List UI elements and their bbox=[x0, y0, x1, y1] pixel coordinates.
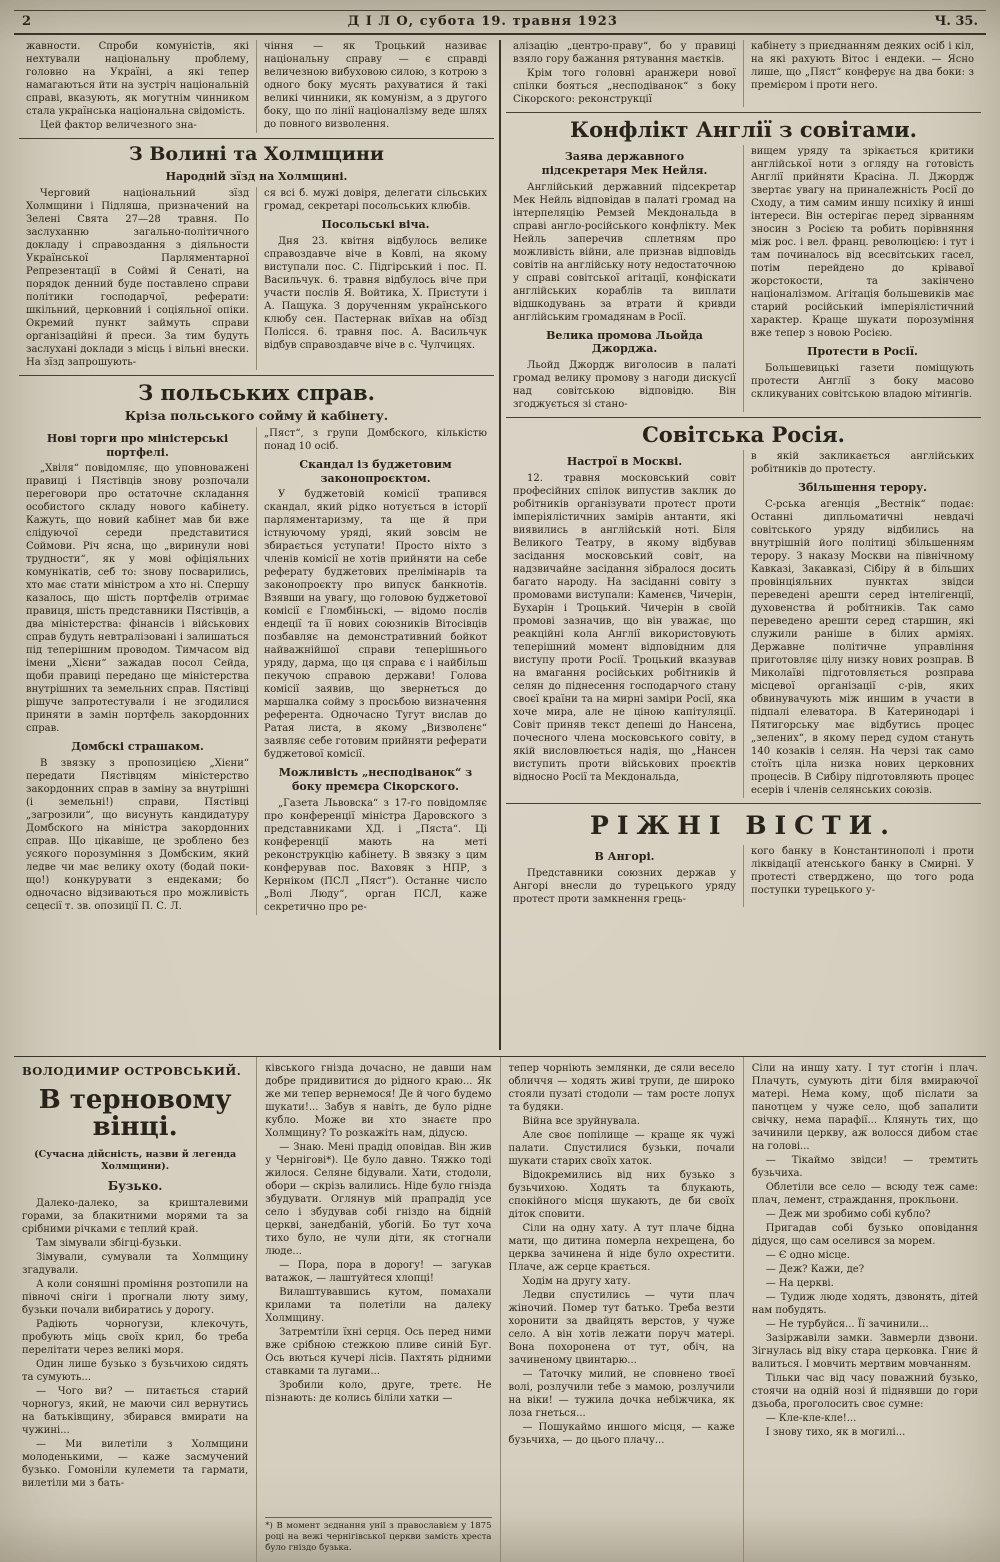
article-paragraph: Черговий національний зїзд Холмщини і Підляша, призначений на Зелені Свята 27—28 травня. По заслуханню загально-політичного докладу і справоздання з діяльности Української Парляментарної Репрезентації в Соймі й Сенаті, на порядок денний буде поставлено справи політики господарчої, реферати: шкільний, церковний і соціяльної опіки. Окремий пункт займуть справи організаційні й преси. За тим будуть заслухані доклади з місць і вільні внески. На зїзд запрошують- bbox=[26, 187, 249, 368]
article-paragraph: С-рська агенція „Вестнік“ подає: Останні дипльоматичні невдачі совітського уряду відбились на внутрішній його політиці збільшенням терору. З наказу Москви на північному Кавказі, Закавказі, Сібіру й в більших провінціяльних пунктах звідси переведені арешти серед інтелігенції, духовенства й робітників. Так само переведено арешти серед старшин, які служили раніше в білих арміях. Державне політичне управління приготовляє цілу низку нових розправ. В Миколаїві підготовляється розправа місцевої організації с-рів, яких обвинувачують між иншим в участи в підпалі елеватора. В Катеринодарі і Пятигорську має відбутись процес „зелених“, в якому перед судом стануть 140 козаків і селян. На черзі так само стоїть ціла низка нових церковних процесів. В Сибіру підготовляють процес есерів і членів селянських союзів. bbox=[751, 498, 974, 796]
story-paragraph: Далеко-далеко, за кришталевими горами, за блакитними морями та за срібними річками є теплий край. bbox=[22, 1198, 249, 1236]
story-paragraph: — Пора, пора в дорогу! — загукав ватажок, — лаштуйтеся хлопці! bbox=[265, 1260, 492, 1284]
story-paragraph: Затремтіли їхні серця. Ось перед ними вже срібною стежкою пливе синій Буг. Ось вються кучері лісів. Пахтять рідними ставками та лугами... bbox=[265, 1327, 492, 1377]
section-title: Конфлікт Англії з совітами. bbox=[570, 117, 917, 142]
section-volyn-kholm bbox=[19, 138, 494, 370]
section-columns bbox=[19, 187, 494, 370]
story-paragraph: ківського гнізда дочасно, не давши нам добре придивитися до рідного краю... Як же ми тепер вернемося! Де й чого будемо шукати!... Забув я навіть, де було рідне кубло. Може ви хто знаєте про Холмщину? То розкажіть нам, дідусю. bbox=[265, 1063, 492, 1139]
column-3 bbox=[506, 145, 743, 412]
section-soviet-russia bbox=[506, 417, 981, 798]
column-1 bbox=[19, 187, 256, 370]
feuilleton-subtitle: (Сучасна дійсність, назви й легенда Холмщини). bbox=[34, 1148, 237, 1172]
story-paragraph: — Деж? Кажи, де? bbox=[765, 1264, 865, 1275]
feuilleton-chapter: Бузько. bbox=[107, 1179, 163, 1194]
page-header bbox=[14, 10, 986, 33]
story-paragraph: Ледви спустились — чути плач жіночий. Помер тут батько. Треба везти хоронити за двайцять верстов, у чуже село. А він хотів лежати поруч матері. Вона похоронена от тут, обіч, на зачиненому цвинтарю... bbox=[508, 1290, 735, 1366]
article-paragraph: алізацію „центро-праву“, бо у правиці взяло гору бажання рятування маєтків. bbox=[513, 41, 736, 65]
section-subhead: В Ангорі. bbox=[594, 849, 655, 863]
feuilleton-column-1 bbox=[14, 1057, 256, 1562]
story-paragraph: Зазіржавіли замки. Завмерли дзвони. Зігнулась від віку стара церковка. Гниє й валиться. І мовчить мертвим мовчанням. bbox=[751, 1333, 978, 1370]
article-paragraph: Цей фактор величезного зна- bbox=[40, 120, 197, 131]
story-paragraph: — Таточку милий, не сповнено твоєї волі, розлучили тебе з мамою, розлучили на віки! — тужила дочка небіжчика, як лоза гнеться... bbox=[508, 1369, 735, 1419]
story-paragraph: Там зімували збігці-бузьки. bbox=[36, 1238, 182, 1250]
section-misc-news bbox=[506, 803, 981, 907]
story-paragraph: — Ми вилетіли з Холмщини молоденькими, — каже засмучений бузько. Гомоніли кулемети та гармати, вилетіли ми з бать- bbox=[22, 1439, 249, 1490]
story-paragraph: А коли соняшні проміння розтопили на півночі сніги і прогнали люту зиму, бузьки почали вибиратись у дорогу. bbox=[22, 1279, 249, 1317]
column-3 bbox=[506, 450, 743, 798]
story-paragraph: — Знаю. Мені прадід оповідав. Він жив у Чернігові*). Це було давно. Тяжко тоді жилося. Селяне бідували. Хати, стодоли, обори — скрізь валились. Ніде було гнізда збудувати. Оглянув мій прапрадід усе село і збудував собі гніздо на бідній церкві, занедбаній, убогій. Бо тут хоча тихо було, не чули діти, як стогнали люде... bbox=[265, 1142, 492, 1257]
column-2 bbox=[256, 40, 494, 133]
section-subhead: Велика промова Льойда Джорджа. bbox=[546, 328, 703, 356]
article-paragraph: кого банку в Константинополі і проти ліквідації атенського банку в Смирні. У протесті стверджено, що того рода поступки турецького у- bbox=[751, 845, 974, 896]
story-paragraph: Але своє попілище — краще як чужі палати. Спустилися бузьки, почали шукати старих своїх хаток. bbox=[508, 1130, 735, 1167]
story-paragraph: Радіють чорногузи, клекочуть, пробують міць своїх крил, бо треба перелітати через великі моря. bbox=[22, 1319, 249, 1357]
story-paragraph: — Пошукаймо иншого місця, — каже бузьчиха, — до цього плачу... bbox=[508, 1422, 735, 1446]
story-paragraph: Зімували, сумували та Холмщину згадували. bbox=[22, 1252, 249, 1277]
section-title: РІЖНІ ВІСТИ. bbox=[590, 810, 897, 840]
article-paragraph: в якій закликається англійських робітників до протесту. bbox=[751, 451, 974, 475]
story-paragraph: — Тікаймо звідси! — тремтить бузьчиха. bbox=[751, 1155, 978, 1179]
story-paragraph: — Кле-кле-кле!... bbox=[765, 1413, 857, 1424]
section-subhead: Протести в Росії. bbox=[807, 345, 918, 358]
column-1 bbox=[19, 427, 256, 915]
feuilleton-footnote: *) В момент зєднання унії з православієм у 1875 році на вежі чернігівської церкви замість хреста було гніздо бузька. bbox=[265, 1517, 491, 1554]
column-3 bbox=[506, 40, 743, 107]
header-rule bbox=[14, 33, 986, 35]
article-paragraph: вищем уряду та зрікається критики англійської ноти з огляду на готовість Англії прийняти Красіна. Л. Джордж звертає увагу на приналежність Росії до Сходу, а тим самим иншу психіку й инші інтереси. Він остерігає перед зірванням зносин з Росією та робить порівняння між рос. і вел. франц. революцією: і тут і там починалось від всесвітських гасел, потім перейдено до крівавої жорстокости, та закінчено націоналізмом. Агітація большевиків має старий російський імперіялістичний характер. Краще шукати порозуміння вже тепер з новою Росією. bbox=[751, 146, 974, 339]
article-paragraph: Представники союзних держав у Ангорі внесли до турецького уряду протест проти замкнення грець- bbox=[513, 867, 736, 905]
section-title: З Волині та Холмщини bbox=[129, 143, 384, 165]
story-paragraph: — Деж ми зробимо собі кубло? bbox=[765, 1209, 931, 1220]
section-subhead: Народній зїзд на Холмщині. bbox=[165, 170, 348, 183]
article-paragraph: ся всі б. мужі довіря, делегати сільських громад, секретарі посольських клюбів. bbox=[264, 187, 487, 212]
article-paragraph: Англійський державний підсекретар Мек Нейль відповідав в палаті громад на інтерпеляцію Ремзей Мекдональда в справі англо-російського конфлікту. Мек Нейль заперечив сплетням про можливість війни, але признав відповідь совітів на англійську ноту недостаточною у справі совітської агітації, конфіскати англійських кораблів та виплати відшкодувань за втрати й кривди англійським громадянам в Росії. bbox=[513, 181, 736, 323]
masthead-title: Д І Л О, субота 19. травня 1923 bbox=[347, 14, 618, 29]
article-paragraph: „Газета Львовска“ з 17-го повідомляє про конференції міністра Даровского з представниками ХД. і „Пяста“. Ці конференції мають на меті реконструкцію кабінету. В звязку з цим конферував пос. Ваховяк з НПР, з Керніком (ПСЛ „Пяст“). Останнє число „Волі Люду“, орган ПСЛ, каже секретично про ре- bbox=[264, 797, 487, 913]
section-columns bbox=[506, 145, 981, 412]
feuilleton-author: ВОЛОДИМИР ОСТРОВСЬКИЙ. bbox=[22, 1064, 242, 1078]
column-4 bbox=[743, 845, 981, 907]
column-4 bbox=[743, 145, 981, 412]
article-paragraph: У буджетовій комісії трапився скандал, який рідко нотується в історії парляментаризму, та ще й при істнуючому уряді, який зовсім не збирається уступати! Просто ніхто з членів комісії не хотів прийняти на себе реферату буджетових прелімінарів та законопроєкту про випуск банкнотів. Взявши на увагу, що головою буджетової комісії є Гломбіньскі, — відомо послів ендеції та її нових союзників Вітосівців позбавляє на демонстративний бойкот найважнійшої справи теперішнього уряду, дарма, що ця справа є і найбільш пекучою справою держави! Голова комісії заявив, що звернеться до маршалка сойму з просьбою визначення референта. Одночасно Тугут вислав до Ратая листа, в якому „Визволєнє“ заявляє себе готовим прийняти реферати буджетової комісії. bbox=[264, 489, 487, 761]
story-paragraph: Зробили коло, друге, третє. Не пізнають: де колись біліли хатки — bbox=[265, 1380, 492, 1404]
section-subhead: Можливість „несподіванок“ з боку премєра Сікорского. bbox=[278, 766, 473, 793]
article-paragraph: Льойд Джордж виголосив в палаті громад велику промову з нагоди дискусії над совітською відповідю. Він згоджується зі стано- bbox=[513, 360, 736, 410]
article-paragraph: „Пяст“, з групи Домбского, кількістю понад 10 осіб. bbox=[264, 427, 487, 452]
story-paragraph: — На церкві. bbox=[765, 1278, 834, 1289]
story-paragraph: — Тудиж люде ходять, дзвонять, дітей нам побудять. bbox=[751, 1292, 978, 1316]
column-3 bbox=[506, 845, 743, 907]
issue-number: Ч. 35. bbox=[934, 14, 978, 29]
page-body bbox=[14, 40, 986, 1050]
section-polish-affairs bbox=[19, 375, 494, 915]
section-subhead: Скандал із буджетовим законопроєктом. bbox=[299, 457, 452, 485]
story-paragraph: Сіли на одну хату. А тут плаче бідна мати, що дитина померла нехрещена, бо церква зачинена й ніде було охрестити. Плаче, аж серце крається. bbox=[508, 1223, 735, 1273]
section-subhead: Домбскі страшаком. bbox=[71, 740, 204, 754]
story-paragraph: Відокремились від них бузько з бузьчихою. Ходять та блукають, спокійного місця шукають, де би своїх діток сповити. bbox=[508, 1170, 735, 1220]
section-title: З польських справ. bbox=[138, 379, 375, 405]
story-paragraph: Війна все зруйнувала. bbox=[522, 1116, 640, 1127]
page-number: 2 bbox=[22, 14, 32, 29]
section-subhead: Посольські віча. bbox=[321, 217, 430, 231]
article-paragraph: „Хвіля“ повідомляє, що уповноважені правиці і Пястівців знову розпочали переговори про остаточне складання особистого складу нового кабінету. Кажуть, що новий кабінет мав би вже слідуючої середи представитися Соймови. Річ ясна, що „виринули нові трудности“, як у мові офіціяльних комунікатів, себ то: знову посварились, хто має стати міністром а хто ні. Спершу казалось, що шість портфелів отримає правиця, шість представники Пястівців, а два міністерства: фінансів і військових справ будуть невтралізовані і залишаться під теперішним проводом. Тимчасом від імени „Хієни“ зажадав посол Сейда, щоби правиці передано ще міністерства внутрішних та земельних справ. Пястівці рішуче запротестували і не згодилися приняти в замін портфель закордонних справ. bbox=[26, 463, 249, 735]
column-2 bbox=[256, 427, 494, 915]
story-paragraph: Сіли на иншу хату. І тут стогін і плач. Плачуть, сумують діти біля вмираючої матері. Нема кому, щоб післати за панотцем у чуже село, щоб запалити свічку, нема парафії... Клянуть тих, що зачинили церкву, аж волосся дибом стає на голові... bbox=[751, 1063, 978, 1152]
article-paragraph: чіння — як Троцький називає національну справу — є справді величезною вибуховою силою, з котрою з одного боку мусять рахуватися й такі великі чинники, як комунізм, а з другого боку, що по лінії націоналізму веде шлях до повного визволення. bbox=[264, 41, 487, 130]
story-paragraph: — Чого ви? — питається старий чорногуз, який, не маючи сил вернутись на батьківщину, збирався вмирати на чужині... bbox=[22, 1386, 249, 1437]
section-title: Совітська Росія. bbox=[642, 422, 845, 447]
left-half bbox=[14, 40, 499, 1050]
story-paragraph: тепер чорніють землянки, де сяли весело обличчя — ходять живі трупи, де широко стояли пузаті стодоли — там росте лопух та будяки. bbox=[508, 1063, 735, 1113]
column-4 bbox=[743, 450, 981, 798]
feuilleton-title: В терновому вінці. bbox=[38, 1085, 232, 1143]
section-columns bbox=[506, 450, 981, 798]
story-paragraph: Тільки час від часу поважний бузько, стоячи на одній нозі й піднявши до гори дзьоба, проголосить своє сумне: bbox=[751, 1373, 978, 1410]
section-subhead: Настрої в Москві. bbox=[566, 455, 683, 468]
story-paragraph: Вилаштувавшись кутом, помахали крилами та полетіли на далеку Холмщину. bbox=[265, 1287, 492, 1324]
story-paragraph: Один лише бузько з бузьчихою сидять та сумують... bbox=[22, 1359, 249, 1384]
story-paragraph: Облетіли все село — всюду теж саме: плач, лемент, страждання, прокльони. bbox=[751, 1182, 978, 1206]
article-paragraph: Дня 23. квітня відбулось велике справоздавче віче в Ковлі, на якому виступали пос. С. Підгірський і пос. П. Васильчук. 6. травня відбулось віче при участи послів Я. Войтика, Х. Пристути і А. Пащука. З дорученням українського клюбу сен. Пастернак виїхав на обїзд Полісся. 6. травня пос. А. Васильчук відбув справоздавче віче в с. Чулчицях. bbox=[264, 235, 487, 351]
section-subhead: Заява державного підсекретаря Мек Нейля. bbox=[541, 150, 708, 177]
story-paragraph: І знову тихо, як в могилі... bbox=[765, 1427, 906, 1438]
section-england-soviets bbox=[506, 112, 981, 412]
story-paragraph: Ходім на другу хату. bbox=[522, 1276, 631, 1287]
lead-article-right bbox=[506, 40, 981, 107]
article-paragraph: Большевицькі газети поміщують протести Англії з боку масово скликуваних совітською владою мітингів. bbox=[751, 362, 974, 400]
story-paragraph: Пригадав собі бузько оповідання дідуся, що сам оселився за морем. bbox=[751, 1223, 978, 1247]
article-paragraph: кабінету з приєднанням деяких осіб і кіл, на які рахують Вітос і ендеки. — Ясно лише, що „Пяст“ конферує на два боки: з премієром і проти него. bbox=[751, 41, 974, 91]
feuilleton-column-2 bbox=[256, 1057, 499, 1562]
article-paragraph: жавности. Спроби комуністів, які нехтували національну проблему, головно на Україні, а які тепер намагаються йти на зустріч національній справі, вказують, як могутнім чинником стала українська національна свідомість. bbox=[26, 41, 249, 117]
article-paragraph: 12. травня московський совіт професійних спілок випустив заклик до робітників організувати протест проти імперіялістичних замірів антанти, які виявились в англійській ноті. Біля Великого Театру, в якому відбував засідання московський совіт, на надзвичайне засідання зібралося досить багато народу. На засіданні совіту з промовами виступали: Каменєв, Чичерін, Бухарін і Троцький. Чичерін в своїй промові зазначив, що він уважає, що реакційні кола Англії використовують теперішний момент відповідним для виступу проти Росії. Троцький вказував на вмагання російських робітників й селян до піднесення господарчого стану своєї країни та на мирні заміри Росії, яка хоче мира, але не ціною капітуляції. Совіт приняв текст депеші до Нансена, почесного члена московського совіту, в якій висловлюється надія, що „Нансен виступить проти військових проєктів відносно Росії та Мекдональда, bbox=[513, 472, 736, 783]
section-subhead: Збільшення терору. bbox=[798, 481, 927, 494]
section-columns bbox=[19, 427, 494, 915]
right-half bbox=[499, 40, 986, 1050]
lead-article-left bbox=[19, 40, 494, 133]
section-columns bbox=[506, 845, 981, 907]
section-subtitle: Кріза польського сойму й кабінету. bbox=[124, 407, 389, 423]
story-paragraph: — Не турбуйся... Її зачинили... bbox=[765, 1319, 929, 1330]
article-paragraph: Крім того головні аранжери нової спілки бояться „несподіванок“ з боку Сікорского: реконструкції bbox=[513, 68, 736, 105]
feuilleton-column-3 bbox=[500, 1057, 743, 1562]
feuilleton-band bbox=[14, 1056, 986, 1562]
column-1 bbox=[19, 40, 256, 133]
column-2 bbox=[256, 187, 494, 370]
feuilleton-column-4 bbox=[743, 1057, 986, 1562]
section-subhead: Нові торги про міністерські портфелі. bbox=[46, 431, 229, 459]
article-paragraph: В звязку з пропозицією „Хієни“ передати Пястівцям міністерство закордонних справ в заміну за внутрішні (і земельні!) справи, Пястівці „загрозили“, що висунуть кандидатуру Домбского на міністра закордонних справ. Що цікавіше, це зроблено без усякого порозуміння з Домбским, який ледве чи має велику охоту (бодай поки-що!) конкурувати з ендеками; бо одночасно відзиваються про можливість сецесії т. зв. опозиції П. С. Л. bbox=[26, 758, 249, 912]
column-4 bbox=[743, 40, 981, 107]
story-paragraph: — Є одно місце. bbox=[765, 1250, 850, 1261]
